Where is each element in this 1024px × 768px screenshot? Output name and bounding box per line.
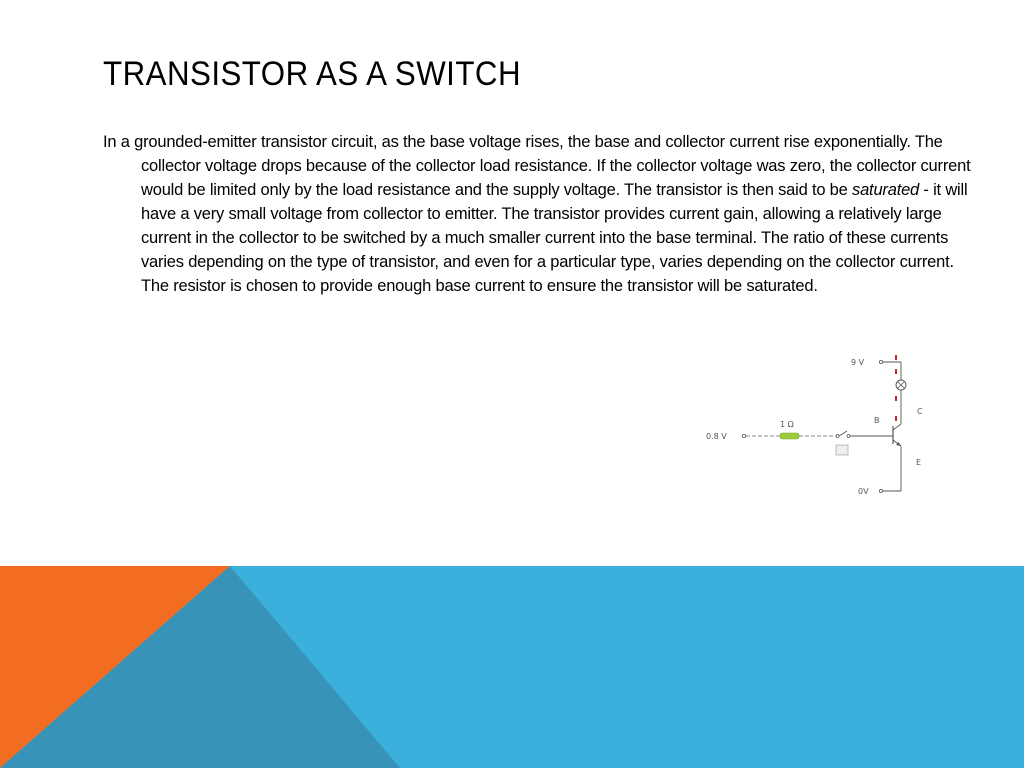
input-voltage-label: 0.8 V xyxy=(706,432,727,441)
collector-label: C xyxy=(917,407,923,416)
body-paragraph xyxy=(103,130,981,298)
current-marker xyxy=(895,369,897,374)
switch-contact xyxy=(847,435,850,438)
transistor-switch-circuit-diagram xyxy=(700,350,940,500)
paragraph-text-end: - it will have a very small voltage from collector to emitter. The transistor provides current gain, allowing a relatively large current in the collector to be switched by a much smaller current into the base terminal. The ratio of these currents varies depending on the type of transistor, and even for a particular type, varies depending on the collector current. The resistor is chosen to provide enough base current to ensure the transistor will be saturated. xyxy=(141,181,968,295)
switch-contact xyxy=(836,435,839,438)
current-marker xyxy=(895,355,897,360)
base-label: B xyxy=(874,416,880,425)
transistor-collector-lead xyxy=(893,424,901,430)
resistor-label: 1 Ω xyxy=(780,420,794,429)
switch-lever xyxy=(839,431,847,436)
ground-label: 0V xyxy=(858,487,869,496)
supply-terminal xyxy=(879,360,882,363)
decorative-footer-band xyxy=(0,566,1024,768)
slide-title: TRANSISTOR AS A SWITCH xyxy=(103,55,522,93)
saturated-emphasis: saturated xyxy=(852,181,920,199)
ground-terminal xyxy=(879,489,882,492)
current-marker xyxy=(895,396,897,401)
resistor-icon xyxy=(780,433,799,439)
current-marker xyxy=(895,416,897,421)
supply-voltage-label: 9 V xyxy=(851,358,865,367)
input-terminal xyxy=(742,434,745,437)
emitter-label: E xyxy=(916,458,922,467)
switch-checkbox[interactable] xyxy=(836,445,848,455)
paragraph-text-start: In a grounded-emitter transistor circuit, as the base voltage rises, the base and collector current rise exponentially. The collector voltage drops because of the collector load resistance. If the collector voltage was zero, the collector current would be limited only by the load resistance and the supply voltage. The transistor is then said to be xyxy=(103,133,971,199)
